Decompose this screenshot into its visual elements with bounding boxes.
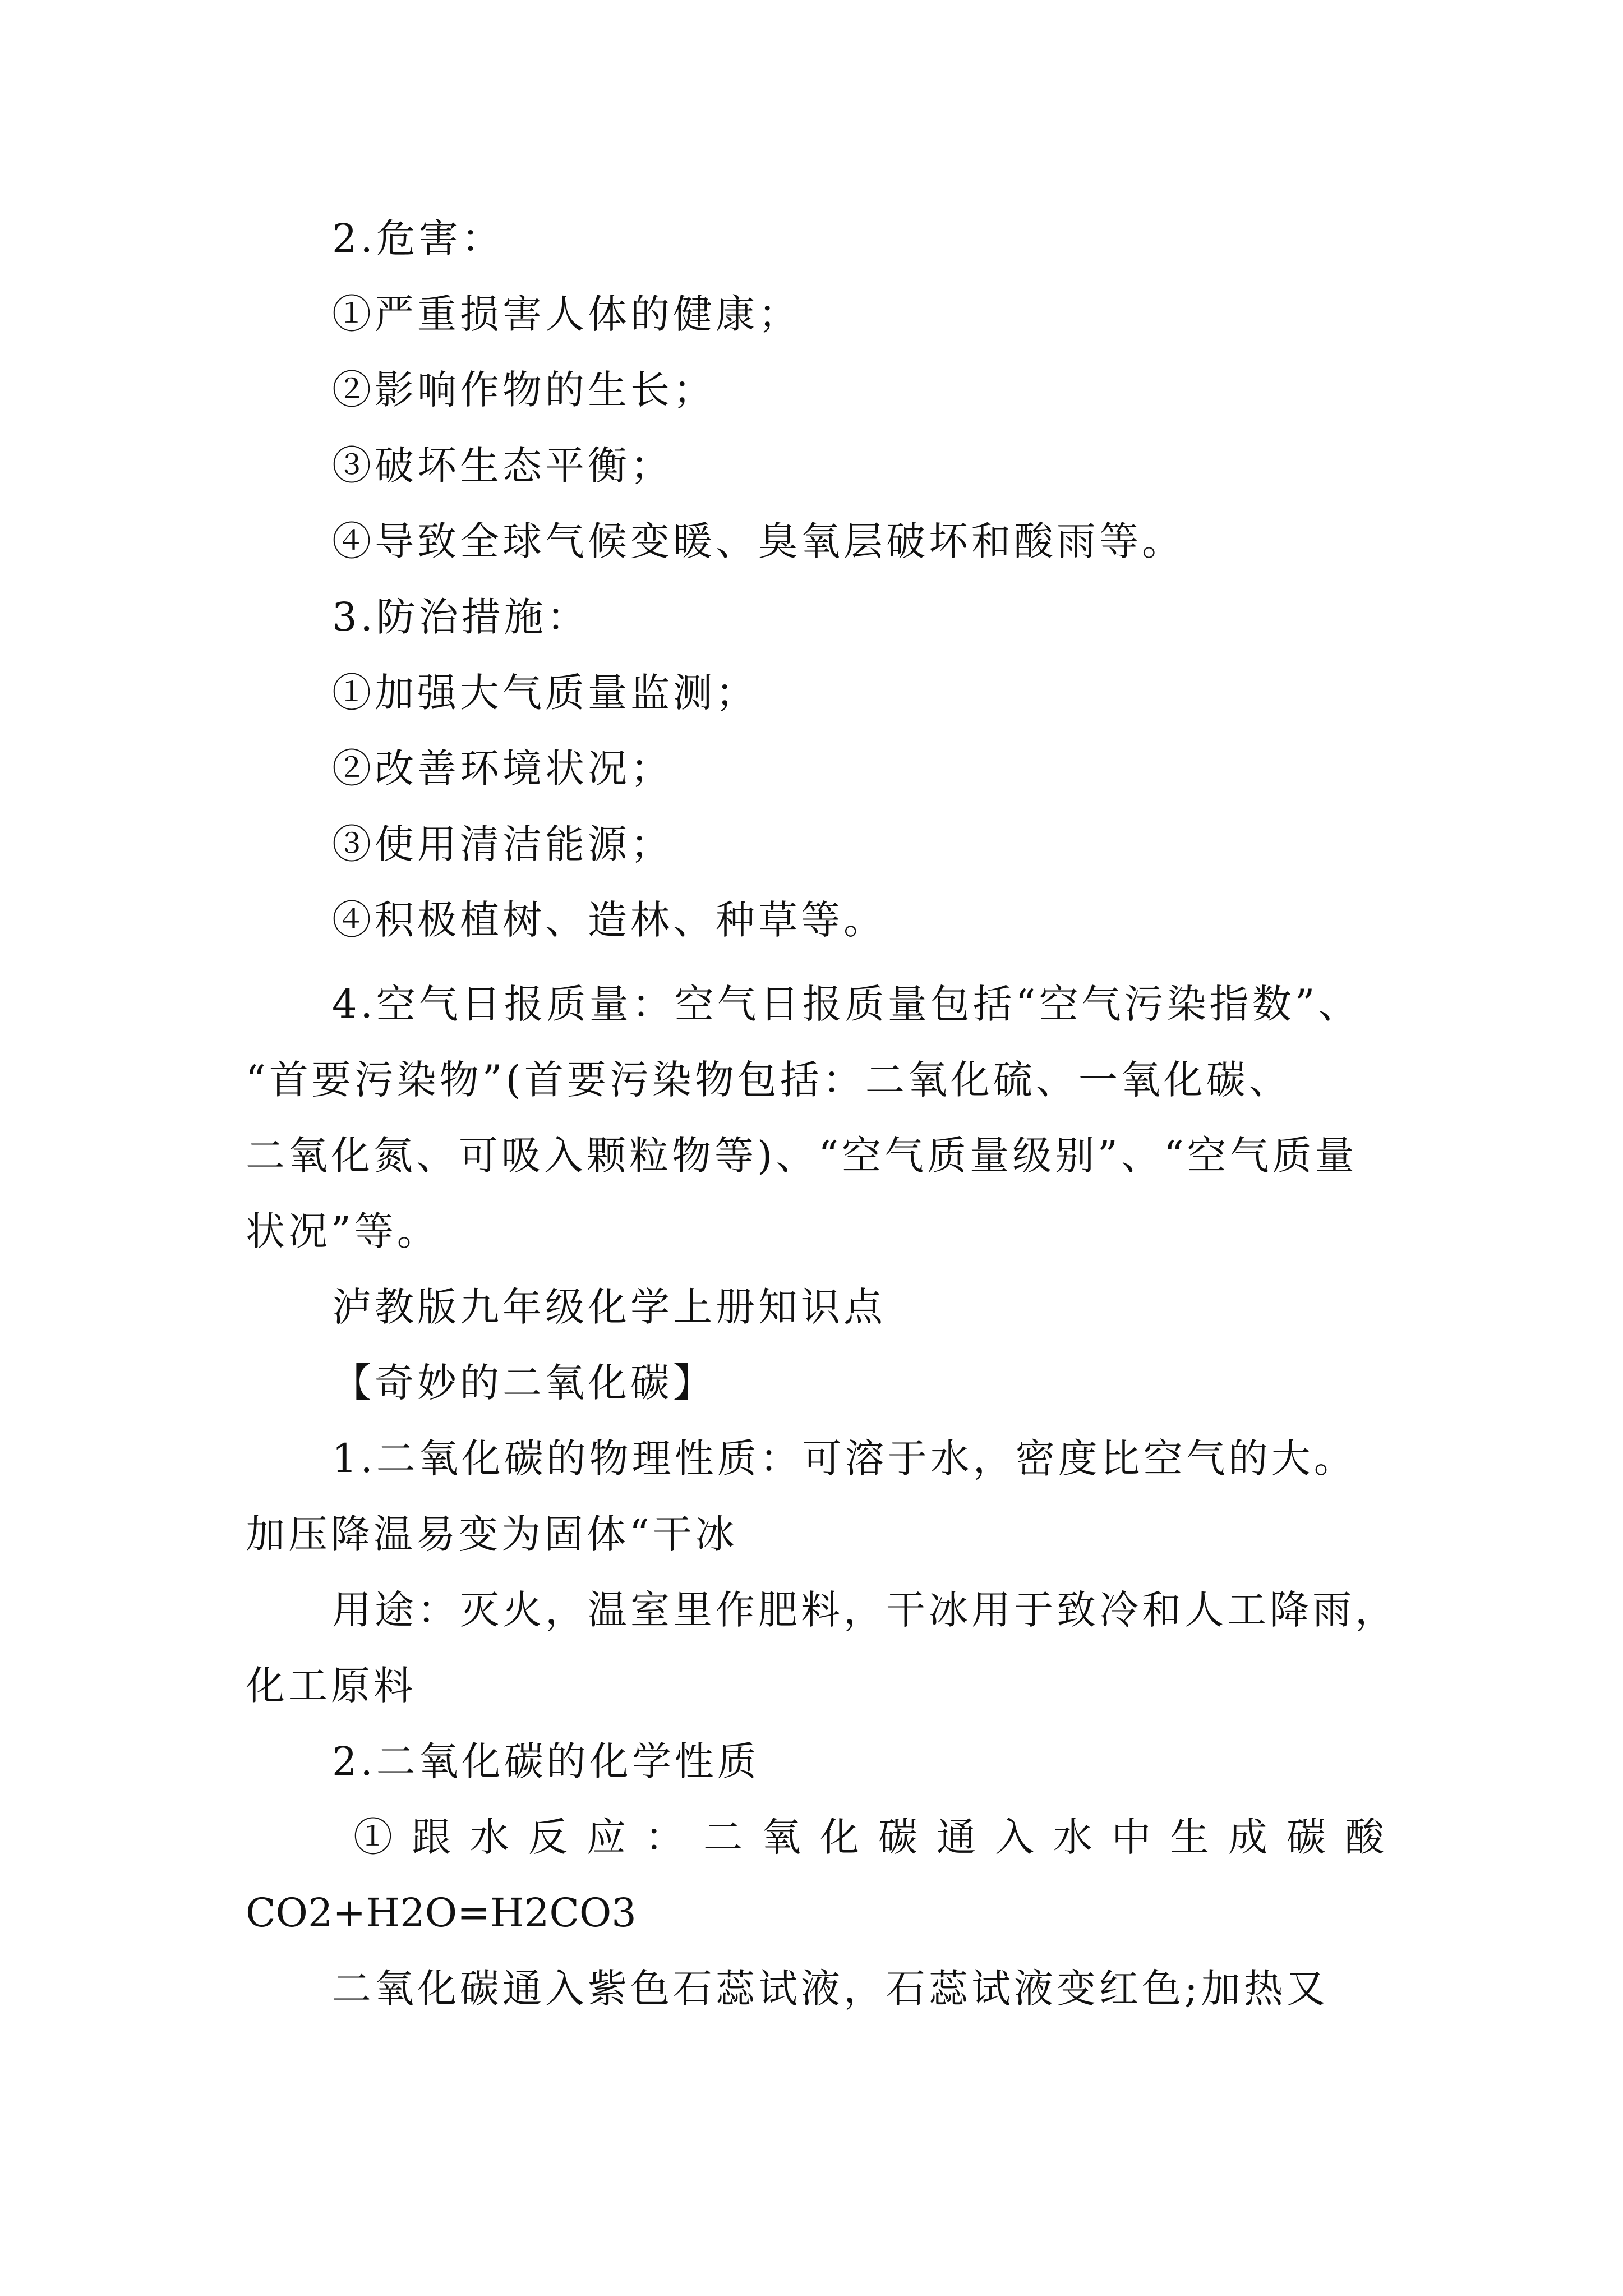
paragraph-line: 加压降温易变为固体“干冰	[246, 1511, 738, 1557]
article-title: 泸教版九年级化学上册知识点	[332, 1284, 886, 1330]
article-subtitle: 【奇妙的二氧化碳】	[332, 1360, 716, 1406]
list-item: ①严重损害人体的健康；	[332, 291, 801, 337]
paragraph-line: 4.空气日报质量：空气日报质量包括“空气污染指数”、	[332, 981, 1361, 1027]
list-item: ③破坏生态平衡；	[332, 443, 673, 489]
paragraph-line: 化工原料	[246, 1663, 416, 1709]
paragraph-line: 状况”等。	[246, 1208, 440, 1254]
list-item: ②影响作物的生长；	[332, 367, 716, 413]
list-item: ④导致全球气候变暖、臭氧层破坏和酸雨等。	[332, 518, 1184, 564]
section-heading-chemical: 2.二氧化碳的化学性质	[332, 1738, 760, 1784]
list-item: ①加强大气质量监测；	[332, 670, 758, 716]
paragraph-line: 二氧化碳通入紫色石蕊试液，石蕊试液变红色;加热又	[332, 1966, 1329, 2012]
paragraph-line: 用途：灭火，温室里作肥料，干冰用于致冷和人工降雨，	[332, 1587, 1398, 1633]
paragraph-line: 二氧化氮、可吸入颗粒物等)、“空气质量级别”、“空气质量	[246, 1133, 1358, 1179]
list-item: ③使用清洁能源；	[332, 821, 673, 867]
list-item: ④积极植树、造林、种草等。	[332, 897, 886, 943]
paragraph-line: 1.二氧化碳的物理性质：可溶于水，密度比空气的大。	[332, 1435, 1357, 1481]
chemical-equation: CO2+H2O=H2CO3	[246, 1890, 637, 1936]
paragraph-line: “首要污染物”(首要污染物包括：二氧化硫、一氧化碳、	[246, 1057, 1292, 1103]
list-item: ②改善环境状况；	[332, 746, 673, 792]
section-heading-prevention: 3.防治措施：	[332, 594, 589, 640]
paragraph-line: ①跟水反应：二氧化碳通入水中生成碳酸	[353, 1814, 1403, 1860]
section-heading-harm: 2.危害：	[332, 215, 504, 261]
